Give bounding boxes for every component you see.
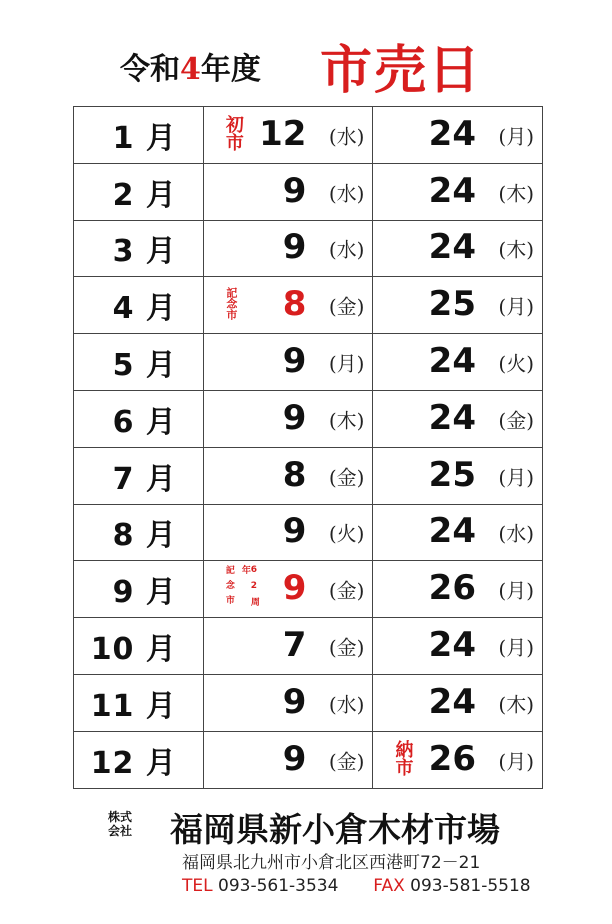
market-day-number: 9 xyxy=(282,682,307,723)
month-cell xyxy=(74,277,204,334)
market-day-number: 24 xyxy=(428,511,476,552)
market-day-number: 24 xyxy=(428,398,476,439)
table-row xyxy=(74,107,543,164)
market-day-number: 25 xyxy=(428,454,476,495)
market-day-number: 24 xyxy=(428,682,476,723)
weekday-label: (水) xyxy=(498,521,534,546)
table-row xyxy=(74,504,543,561)
special-market-note: 記念市 xyxy=(224,287,238,321)
month-cell xyxy=(74,334,204,391)
weekday-label: (月) xyxy=(498,124,534,149)
title-area xyxy=(0,22,612,101)
market-day-number: 8 xyxy=(282,454,307,495)
second-market-day-cell xyxy=(373,107,543,164)
first-market-day-cell xyxy=(203,163,373,220)
second-market-day-cell xyxy=(373,277,543,334)
market-day-number: 9 xyxy=(282,227,307,268)
month-label: 8 月 xyxy=(112,518,177,554)
second-market-day-cell xyxy=(373,618,543,675)
market-day-number: 7 xyxy=(282,625,307,666)
market-day-rows xyxy=(74,107,543,789)
table-row xyxy=(74,334,543,391)
corp-type-label: 株式会社 xyxy=(108,810,133,838)
month-cell xyxy=(74,163,204,220)
month-cell xyxy=(74,107,204,164)
weekday-label: (金) xyxy=(328,635,365,660)
market-day-number: 9 xyxy=(282,511,307,552)
month-label: 3 月 xyxy=(112,234,177,270)
weekday-label: (木) xyxy=(328,408,365,433)
weekday-label: (月) xyxy=(498,635,534,660)
year-suffix: 年度 xyxy=(200,52,261,87)
special-market-note: 初市 xyxy=(222,115,244,151)
month-cell xyxy=(74,504,204,561)
month-cell xyxy=(74,561,204,618)
month-cell xyxy=(74,674,204,731)
weekday-label: (金) xyxy=(328,294,365,319)
month-label: 1 月 xyxy=(112,120,177,156)
market-day-number: 24 xyxy=(428,170,476,211)
special-market-note: 納市 xyxy=(392,739,414,776)
month-label: 9 月 xyxy=(112,575,177,611)
tel-label: TEL xyxy=(182,876,213,896)
table-row xyxy=(74,447,543,504)
month-label: 6 月 xyxy=(112,404,177,440)
table-row xyxy=(74,163,543,220)
month-cell xyxy=(74,731,204,788)
weekday-label: (木) xyxy=(498,692,534,717)
month-cell xyxy=(74,220,204,277)
weekday-label: (水) xyxy=(328,124,365,149)
weekday-label: (月) xyxy=(498,294,534,319)
month-label: 5 月 xyxy=(112,348,177,384)
weekday-label: (金) xyxy=(498,408,534,433)
contact-line xyxy=(182,876,531,896)
first-market-day-cell xyxy=(203,107,373,164)
table-row xyxy=(74,220,543,277)
market-day-number: 9 xyxy=(282,398,307,439)
second-market-day-cell xyxy=(373,674,543,731)
month-label: 10 月 xyxy=(90,632,177,668)
second-market-day-cell xyxy=(373,731,543,788)
second-market-day-cell xyxy=(373,390,543,447)
market-day-number: 24 xyxy=(428,341,476,382)
fax-label: FAX xyxy=(373,876,405,896)
table-row xyxy=(74,561,543,618)
table-row xyxy=(74,277,543,334)
month-label: 11 月 xyxy=(90,688,177,724)
weekday-label: (金) xyxy=(328,465,365,490)
market-day-number: 26 xyxy=(428,738,476,779)
market-day-number: 24 xyxy=(428,227,476,268)
market-day-number: 26 xyxy=(428,568,476,609)
second-market-day-cell xyxy=(373,220,543,277)
weekday-label: (金) xyxy=(328,578,365,603)
month-label: 2 月 xyxy=(112,177,177,213)
second-market-day-cell xyxy=(373,163,543,220)
weekday-label: (月) xyxy=(498,465,534,490)
market-day-number: 24 xyxy=(428,114,476,155)
market-day-number: 24 xyxy=(428,625,476,666)
first-market-day-cell xyxy=(203,220,373,277)
market-day-number: 25 xyxy=(428,284,476,325)
month-label: 12 月 xyxy=(90,745,177,781)
table-row xyxy=(74,674,543,731)
table-row xyxy=(74,390,543,447)
weekday-label: (月) xyxy=(498,578,534,603)
year-number: 4 xyxy=(180,52,201,87)
weekday-label: (木) xyxy=(498,237,534,262)
era-label: 令和 xyxy=(120,52,180,87)
table-row xyxy=(74,731,543,788)
weekday-label: (木) xyxy=(498,181,534,206)
month-label: 4 月 xyxy=(112,291,177,327)
weekday-label: (火) xyxy=(328,521,365,546)
market-day-table xyxy=(73,106,543,789)
month-cell xyxy=(74,618,204,675)
weekday-label: (金) xyxy=(328,749,365,774)
weekday-label: (水) xyxy=(328,181,365,206)
page-title: 市売日 xyxy=(320,40,483,101)
special-market-note: 記念市 xyxy=(223,565,234,611)
first-market-day-cell xyxy=(203,390,373,447)
month-label: 7 月 xyxy=(112,461,177,497)
market-day-number: 9 xyxy=(282,738,307,779)
weekday-label: (月) xyxy=(328,351,365,376)
first-market-day-cell xyxy=(203,334,373,391)
second-market-day-cell xyxy=(373,447,543,504)
first-market-day-cell xyxy=(203,277,373,334)
market-day-number: 8 xyxy=(282,284,307,325)
first-market-day-cell xyxy=(203,504,373,561)
weekday-label: (水) xyxy=(328,237,365,262)
tel-number: 093-561-3534 xyxy=(218,876,339,896)
weekday-label: (月) xyxy=(498,749,534,774)
company-name: 福岡県新小倉木材市場 xyxy=(170,810,500,849)
second-market-day-cell xyxy=(373,334,543,391)
second-market-day-cell xyxy=(373,561,543,618)
special-market-note: 62周年 xyxy=(239,565,259,613)
second-market-day-cell xyxy=(373,504,543,561)
first-market-day-cell xyxy=(203,731,373,788)
weekday-label: (水) xyxy=(328,692,365,717)
market-day-number: 9 xyxy=(282,341,307,382)
company-address: 福岡県北九州市小倉北区西港町72－21 xyxy=(182,853,481,873)
market-day-number: 9 xyxy=(282,170,307,211)
month-cell xyxy=(74,447,204,504)
table-row xyxy=(74,618,543,675)
first-market-day-cell xyxy=(203,447,373,504)
month-cell xyxy=(74,390,204,447)
market-day-number: 12 xyxy=(259,114,307,155)
market-day-number: 9 xyxy=(282,568,307,609)
fiscal-year-label xyxy=(120,44,261,88)
weekday-label: (火) xyxy=(498,351,534,376)
first-market-day-cell xyxy=(203,561,373,618)
fax-number: 093-581-5518 xyxy=(410,876,531,896)
first-market-day-cell xyxy=(203,674,373,731)
first-market-day-cell xyxy=(203,618,373,675)
